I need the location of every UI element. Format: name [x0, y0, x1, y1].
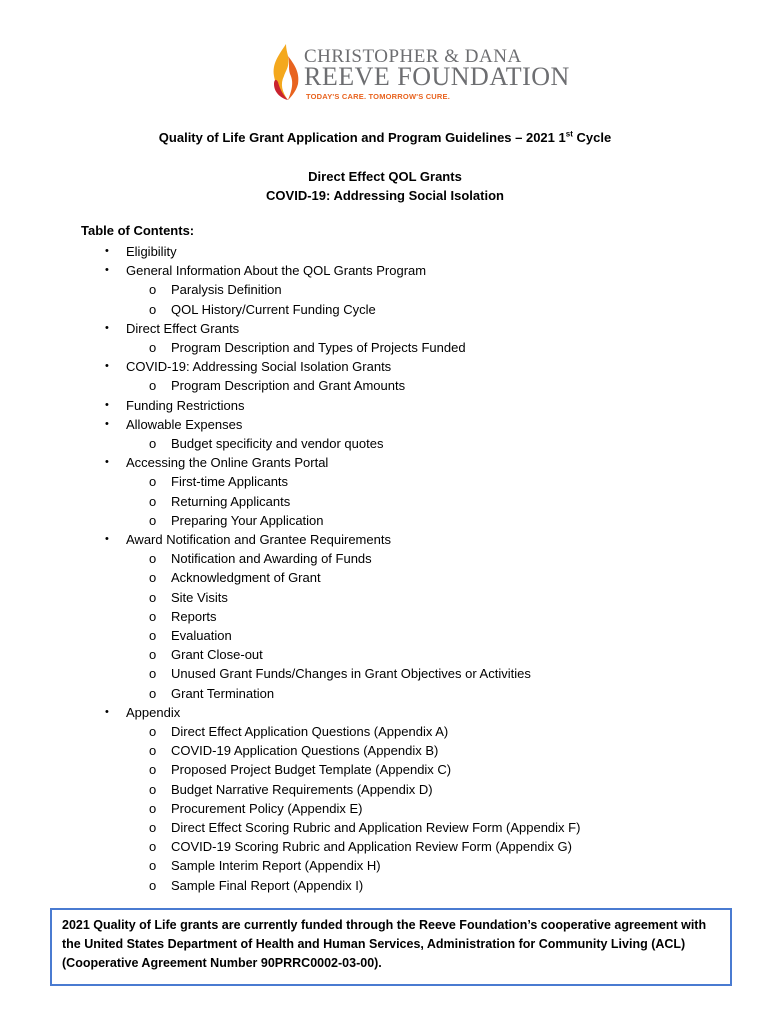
sub-bullet-icon: o — [149, 724, 157, 739]
sub-bullet-icon: o — [149, 685, 157, 701]
sub-bullet-icon: o — [149, 608, 157, 624]
toc-subsection-item — [149, 837, 573, 856]
flame-logo-icon — [268, 42, 304, 102]
sub-bullet-icon: o — [149, 628, 157, 643]
toc-heading: Table of Contents: — [81, 223, 195, 238]
toc-section-item — [105, 703, 181, 722]
subtitle-covid: COVID-19: Addressing Social Isolation — [266, 188, 504, 203]
toc-section-item — [105, 261, 427, 280]
toc-subsection-item — [149, 645, 263, 664]
toc-item-text: Unused Grant Funds/Changes in Grant Objectives or Activities — [171, 666, 531, 682]
toc-item-text: QOL History/Current Funding Cycle — [171, 301, 376, 317]
toc-item-text: Accessing the Online Grants Portal — [126, 455, 329, 471]
toc-section-item — [105, 453, 329, 472]
toc-section-item — [105, 415, 243, 434]
toc-item-text: Direct Effect Grants — [126, 320, 240, 336]
toc-item-text: Budget Narrative Requirements (Appendix D) — [171, 781, 433, 797]
document-title — [0, 130, 770, 145]
sub-bullet-icon: o — [149, 512, 157, 528]
toc-item-text: Grant Close-out — [171, 647, 263, 663]
toc-section-item — [105, 242, 177, 261]
toc-subsection-item — [149, 280, 282, 299]
toc-subsection-item — [149, 376, 406, 395]
toc-item-text: Acknowledgment of Grant — [171, 570, 321, 586]
bullet-icon: • — [105, 533, 109, 545]
toc-item-text: General Information About the QOL Grants Program — [126, 263, 427, 279]
toc-subsection-item — [149, 434, 384, 453]
toc-item-text: Program Description and Types of Projects Funded — [171, 340, 466, 355]
toc-subsection-item — [149, 511, 324, 530]
subtitle-direct-effect: Direct Effect QOL Grants — [308, 169, 462, 184]
toc-item-text: COVID-19 Scoring Rubric and Application Review Form (Appendix G) — [171, 839, 573, 855]
bullet-icon: • — [105, 398, 109, 411]
toc-item-text: Program Description and Grant Amounts — [171, 378, 406, 394]
toc-item-text: Notification and Awarding of Funds — [171, 551, 372, 567]
sub-bullet-icon: o — [149, 551, 157, 567]
toc-item-text: COVID-19 Application Questions (Appendix B) — [171, 743, 439, 759]
toc-item-text: Proposed Project Budget Template (Appendix C) — [171, 762, 452, 778]
toc-item-text: Preparing Your Application — [171, 512, 324, 528]
bullet-icon: • — [105, 245, 109, 257]
sub-bullet-icon: o — [149, 340, 157, 355]
sub-bullet-icon: o — [149, 839, 157, 855]
toc-subsection-item — [149, 684, 275, 703]
toc-subsection-item — [149, 799, 363, 818]
sub-bullet-icon: o — [149, 666, 157, 682]
document-title-suffix: Cycle — [572, 130, 612, 145]
sub-bullet-icon: o — [149, 800, 157, 816]
sub-bullet-icon: o — [149, 301, 157, 317]
toc-item-text: Allowable Expenses — [126, 416, 243, 432]
sub-bullet-icon: o — [149, 436, 157, 451]
toc-section-item — [105, 357, 392, 376]
toc-subsection-item — [149, 549, 372, 568]
sub-bullet-icon: o — [149, 877, 157, 893]
toc-item-text: Funding Restrictions — [126, 397, 245, 413]
funding-notice-box — [50, 908, 732, 986]
toc-subsection-item — [149, 338, 466, 357]
toc-section-item — [105, 530, 391, 549]
sub-bullet-icon: o — [149, 570, 157, 586]
sub-bullet-icon: o — [149, 474, 157, 490]
sub-bullet-icon: o — [149, 647, 157, 663]
toc-item-text: Direct Effect Application Questions (Appendix A) — [171, 724, 449, 739]
bullet-icon: • — [105, 456, 109, 469]
toc-subsection-item — [149, 741, 439, 760]
toc-subsection-item — [149, 856, 381, 875]
toc-subsection-item — [149, 492, 291, 511]
toc-subsection-item — [149, 876, 364, 895]
sub-bullet-icon: o — [149, 378, 157, 394]
document-title-sup: st — [565, 129, 573, 139]
toc-item-text: Procurement Policy (Appendix E) — [171, 800, 363, 816]
bullet-icon: • — [105, 705, 109, 718]
toc-subsection-item — [149, 818, 581, 837]
sub-bullet-icon: o — [149, 781, 157, 797]
document-title-text: Quality of Life Grant Application and Program Guidelines – 2021 1 — [158, 130, 566, 145]
toc-item-text: Evaluation — [171, 628, 232, 643]
toc-subsection-item — [149, 588, 228, 607]
toc-item-text: Site Visits — [171, 589, 228, 605]
toc-item-text: Reports — [171, 608, 217, 624]
sub-bullet-icon: o — [149, 743, 157, 759]
bullet-icon: • — [105, 321, 109, 334]
toc-item-text: COVID-19: Addressing Social Isolation Grants — [126, 359, 392, 375]
logo-tagline: TODAY'S CARE. TOMORROW'S CURE. — [306, 92, 451, 101]
funding-notice-text: 2021 Quality of Life grants are currently funded through the Reeve Foundation’s cooperative agreement with the United States Department of Health and Human Services, Administration for Community Living (ACL) (Cooperative Agreement Number 90PRRC0002-03-00). — [62, 918, 707, 970]
toc-item-text: Direct Effect Scoring Rubric and Application Review Form (Appendix F) — [171, 820, 581, 835]
sub-bullet-icon: o — [149, 589, 157, 605]
toc-subsection-item — [149, 568, 321, 587]
foundation-logo — [268, 42, 570, 104]
sub-bullet-icon: o — [149, 762, 157, 778]
toc-item-text: First-time Applicants — [171, 474, 289, 490]
bullet-icon: • — [105, 417, 109, 430]
toc-item-text: Grant Termination — [171, 685, 275, 701]
toc-subsection-item — [149, 664, 531, 683]
toc-item-text: Sample Final Report (Appendix I) — [171, 877, 364, 893]
toc-subsection-item — [149, 472, 289, 491]
toc-subsection-item — [149, 626, 232, 645]
toc-section-item — [105, 319, 240, 338]
toc-item-text: Eligibility — [126, 244, 177, 259]
sub-bullet-icon: o — [149, 282, 157, 298]
sub-bullet-icon: o — [149, 493, 157, 509]
toc-subsection-item — [149, 722, 449, 741]
sub-bullet-icon: o — [149, 858, 157, 874]
toc-item-text: Paralysis Definition — [171, 282, 282, 298]
toc-item-text: Appendix — [126, 704, 181, 720]
toc-subsection-item — [149, 300, 376, 319]
bullet-icon: • — [105, 264, 109, 277]
toc-item-text: Budget specificity and vendor quotes — [171, 436, 384, 451]
logo-text-line2: REEVE FOUNDATION — [304, 62, 570, 91]
bullet-icon: • — [105, 360, 109, 373]
toc-item-text: Returning Applicants — [171, 493, 291, 509]
toc-item-text: Sample Interim Report (Appendix H) — [171, 858, 381, 874]
toc-section-item — [105, 396, 245, 415]
toc-subsection-item — [149, 780, 433, 799]
toc-subsection-item — [149, 760, 452, 779]
sub-bullet-icon: o — [149, 820, 157, 835]
toc-subsection-item — [149, 607, 217, 626]
logo-text-line1: CHRISTOPHER & DANA — [304, 46, 522, 67]
toc-item-text: Award Notification and Grantee Requirements — [126, 532, 391, 547]
